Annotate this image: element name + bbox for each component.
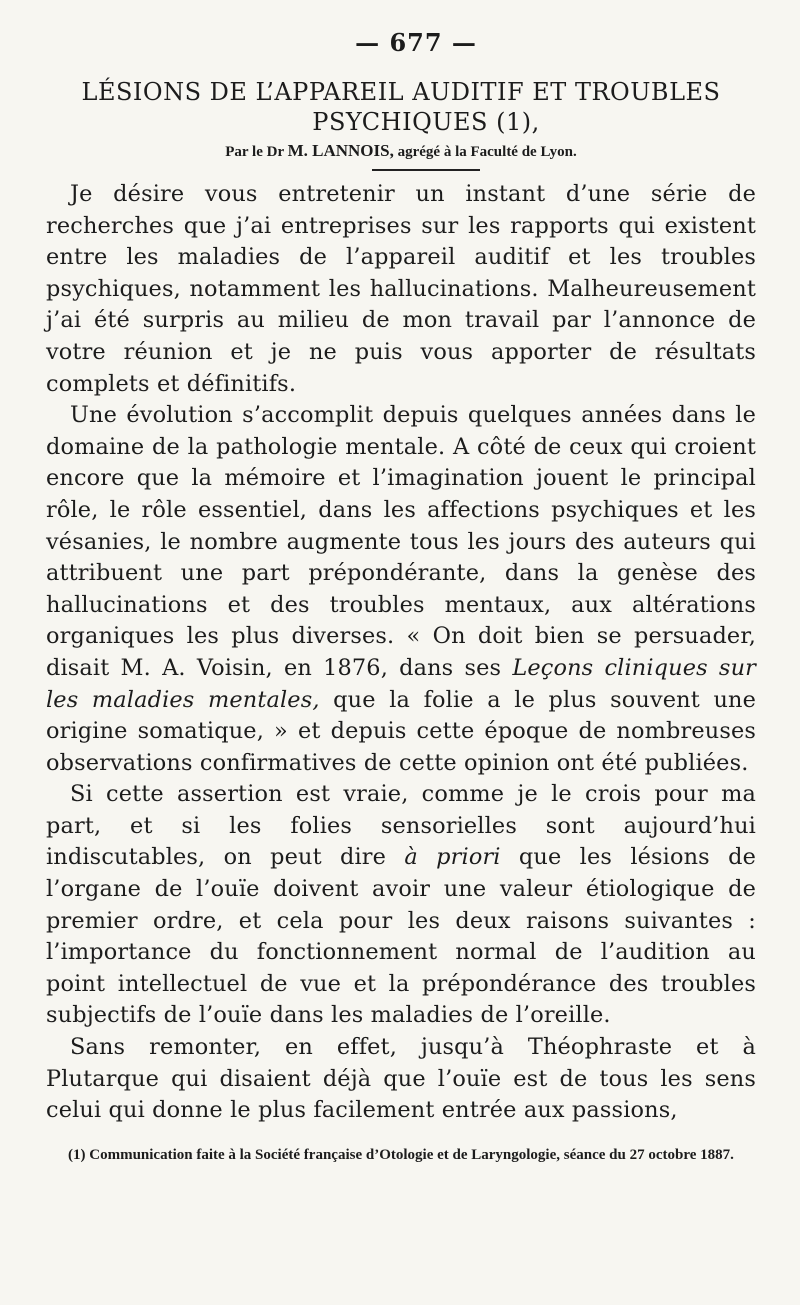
byline-affiliation: agrégé à la Faculté de Lyon. <box>397 144 577 160</box>
title-line-2: PSYCHIQUES (1), <box>312 108 540 136</box>
a-priori-italic: à priori <box>404 844 501 871</box>
paragraph-2 <box>46 400 756 779</box>
paragraph-3 <box>46 779 756 1032</box>
author-name: M. LANNOIS, <box>287 141 394 160</box>
paragraph-4: Sans remonter, en effet, jusqu’à Théophraste et à Plutarque qui disaient déjà que l’ouïe est de tous les sens celui qui donne le plus facilement entrée aux passions, <box>46 1034 756 1124</box>
paragraph-1: Je désire vous entretenir un instant d’une série de recherches que j’ai entreprises sur les rapports qui existent entre les maladies de l’appareil auditif et les troubles psychiques, notamment les hallucinations. Malheureusement j’ai été surpris au milieu de mon travail par l’annonce de votre réunion et je ne puis vous apporter de résultats complets et définitifs. <box>46 181 756 397</box>
paragraph-2-text-a: Une évolution s’accomplit depuis quelques années dans le domaine de la pathologie mentale. A côté de ceux qui croient encore que la mémoire et l’imagination jouent le principal rôle, le rôle essentiel, dans les affections psychiques et les vésanies, le nombre augmente tous les jours des auteurs qui attribuent une part prépondérante, dans la genèse des hallucinations et des troubles mentaux, aux altérations organiques les plus diverses. « On doit bien se persuader, disait M. A. Voisin, en 1876, dans ses <box>46 402 756 681</box>
paragraph-3-text-b: que les lésions de l’organe de l’ouïe doivent avoir une valeur étiologique de premier ordre, et cela pour les deux raisons suivantes : l’importance du fonctionnement normal de l’audition au point intellectuel de vue et la prépondérance des troubles subjectifs de l’ouïe dans les maladies de l’oreille. <box>46 844 757 1029</box>
article-title <box>46 77 756 137</box>
page-number: — 677 — <box>355 28 477 57</box>
separator-rule <box>372 169 480 171</box>
paragraph-2-text-b: que la folie a le plus souvent une origine somatique, » et depuis cette époque de nombreuses observations confirmatives de cette opinion ont été publiées. <box>46 686 756 776</box>
book-title-italic: Leçons cliniques sur les maladies mentales, <box>46 654 756 713</box>
byline-prefix: Par le Dr <box>225 144 284 160</box>
paragraph-3-text-a: Si cette assertion est vraie, comme je le crois pour ma part, et si les folies sensorielles sont aujourd’hui indiscutables, on peut dire <box>46 781 756 871</box>
byline <box>46 141 756 161</box>
footnote: (1) Communication faite à la Société française d’Otologie et de Laryngologie, séance du 27 octobre 1887. <box>68 1146 734 1163</box>
title-line-1: LÉSIONS DE L’APPAREIL AUDITIF ET TROUBLES <box>81 78 721 106</box>
